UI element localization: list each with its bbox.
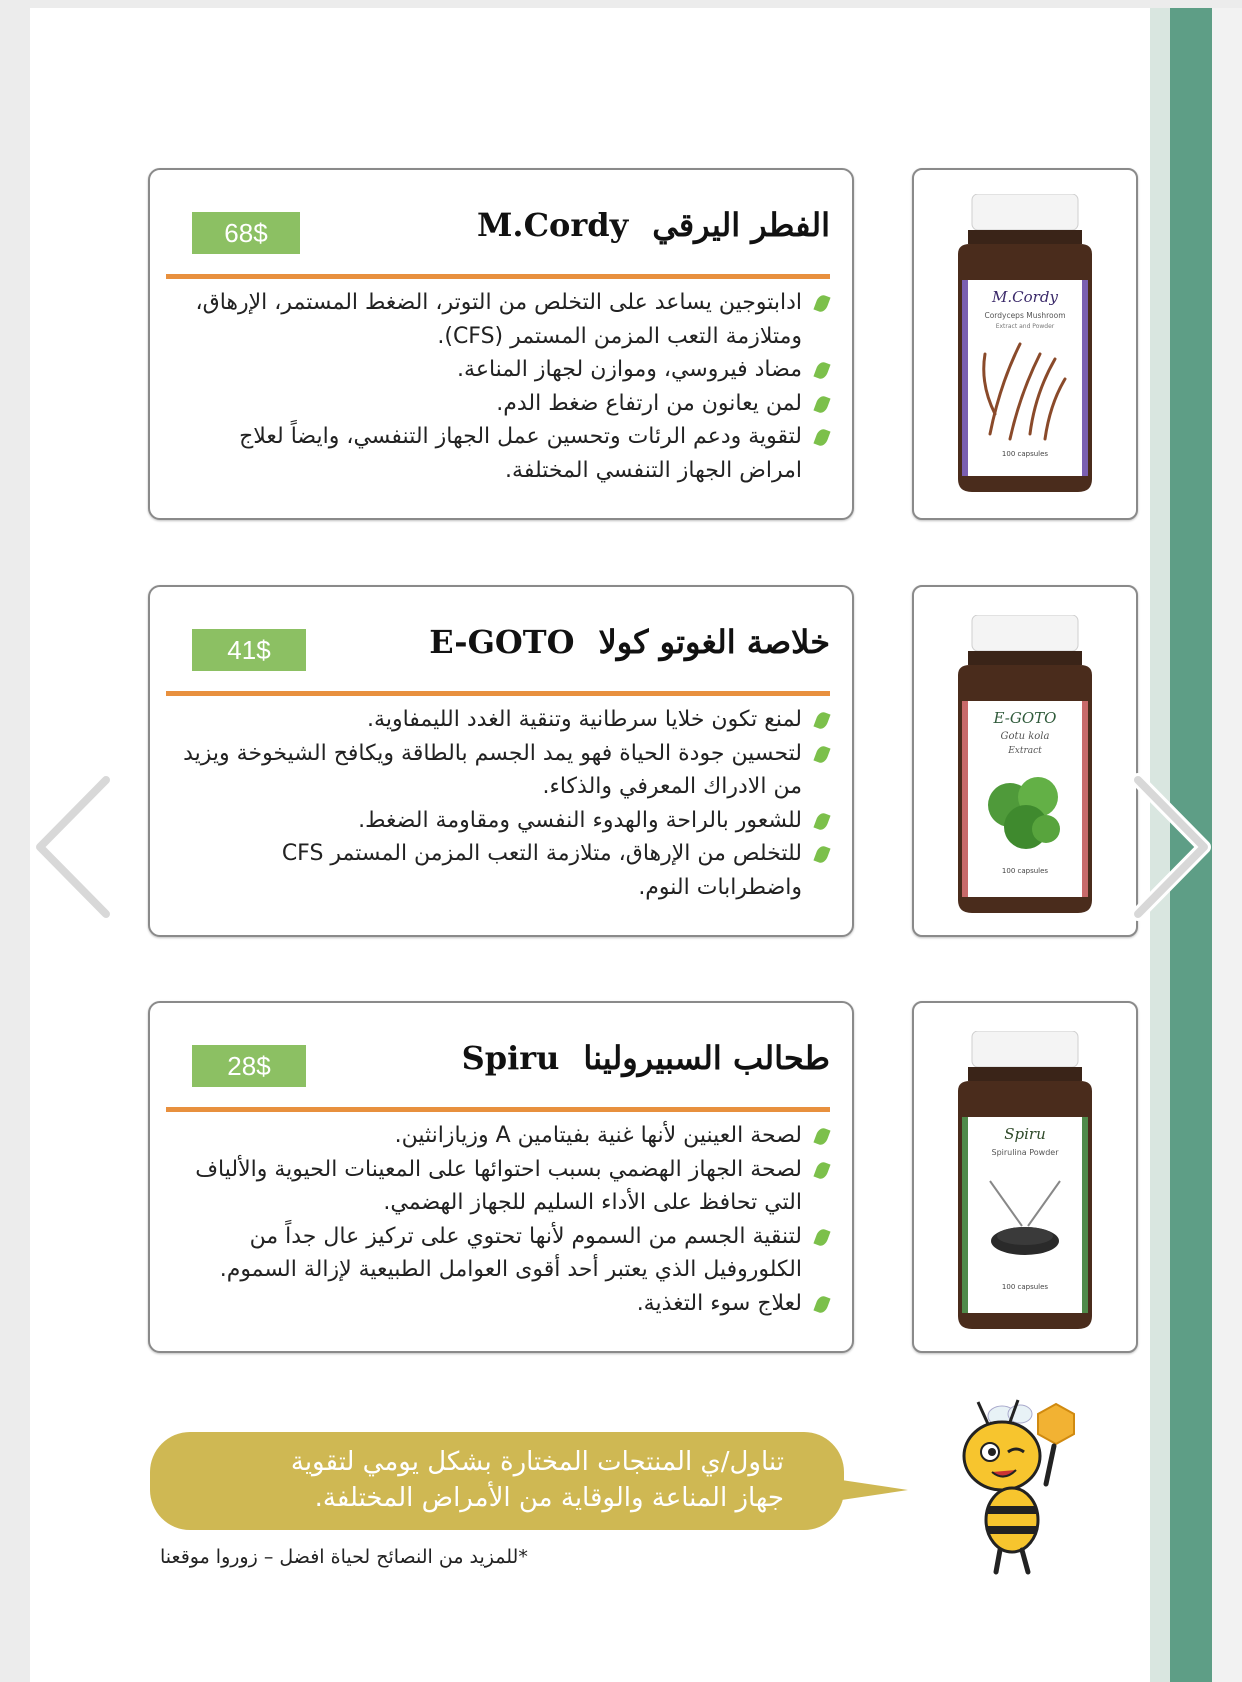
leaf-bullet-icon (813, 811, 830, 831)
svg-text:100 capsules: 100 capsules (1001, 867, 1049, 875)
footnote: *للمزيد من النصائح لحياة افضل – زوروا موقعنا (160, 1546, 528, 1568)
title-divider (166, 1107, 830, 1112)
price-badge: 68$ (192, 212, 300, 254)
title-divider (166, 691, 830, 696)
product-title-en: Spiru (461, 1039, 560, 1077)
list-item: مضاد فيروسي، وموازن لجهاز المناعة. (178, 353, 830, 387)
list-item: لصحة العينين لأنها غنية بفيتامين A وزيازانثين. (178, 1119, 830, 1153)
product-title-en: E-GOTO (429, 623, 575, 661)
product-title (462, 1039, 830, 1077)
leaf-bullet-icon (813, 293, 830, 313)
product-title (477, 206, 830, 244)
benefits-list (178, 703, 830, 904)
svg-text:Extract and Powder: Extract and Powder (995, 323, 1055, 330)
list-item: لمن يعانون من ارتفاع ضغط الدم. (178, 387, 830, 421)
leaf-bullet-icon (813, 360, 830, 380)
leaf-bullet-icon (813, 710, 830, 730)
tip-speech-bubble (150, 1432, 844, 1530)
title-divider (166, 274, 830, 279)
price-badge: 28$ (192, 1045, 306, 1087)
svg-text:100 capsules: 100 capsules (1001, 1283, 1049, 1291)
list-item: لتنقية الجسم من السموم لأنها تحتوي على تركيز عال جداً من الكلوروفيل الذي يعتبر أحد أقوى العوامل الطبيعية لإزالة السموم. (178, 1220, 830, 1287)
svg-text:Extract: Extract (1008, 746, 1042, 756)
next-arrow-icon[interactable] (1124, 772, 1214, 922)
leaf-bullet-icon (813, 844, 830, 864)
list-item: ادابتوجين يساعد على التخلص من التوتر، الضغط المستمر، الإرهاق، ومتلازمة التعب المزمن المستمر (CFS). (178, 286, 830, 353)
page-edge (1212, 8, 1242, 1682)
tip-text: تناول/ي المنتجات المختارة بشكل يومي لتقوية جهاز المناعة والوقاية من الأمراض المختلفة. (290, 1447, 784, 1513)
bottle-icon (950, 1031, 1100, 1331)
product-image-spiru[interactable] (912, 1001, 1138, 1353)
leaf-bullet-icon (813, 1126, 830, 1146)
product-title-ar: خلاصة الغوتو كولا (598, 623, 830, 661)
leaf-bullet-icon (813, 744, 830, 764)
list-item: لعلاج سوء التغذية. (178, 1287, 830, 1321)
product-title-en: M.Cordy (477, 206, 629, 244)
product-card-egoto (148, 585, 854, 937)
leaf-bullet-icon (813, 394, 830, 414)
svg-text:Spiru: Spiru (1004, 1125, 1046, 1143)
product-card-spiru (148, 1001, 854, 1353)
leaf-bullet-icon (813, 1160, 830, 1180)
list-item: لتحسين جودة الحياة فهو يمد الجسم بالطاقة ويكافح الشيخوخة ويزيد من الادراك المعرفي والذكاء. (178, 737, 830, 804)
price-badge: 41$ (192, 629, 306, 671)
product-image-mcordy[interactable] (912, 168, 1138, 520)
benefits-list (178, 286, 830, 487)
product-card-mcordy (148, 168, 854, 520)
list-item: للشعور بالراحة والهدوء النفسي ومقاومة الضغط. (178, 804, 830, 838)
svg-text:Gotu kola: Gotu kola (1000, 731, 1050, 742)
svg-text:Spirulina Powder: Spirulina Powder (991, 1148, 1059, 1157)
svg-text:100 capsules: 100 capsules (1001, 450, 1049, 458)
list-item: للتخلص من الإرهاق، متلازمة التعب المزمن المستمر CFS واضطرابات النوم. (178, 837, 830, 904)
product-title (429, 623, 830, 661)
bottle-icon (950, 615, 1100, 915)
product-title-ar: الفطر اليرقي (652, 206, 830, 244)
previous-arrow-icon[interactable] (30, 772, 120, 922)
leaf-bullet-icon (813, 1294, 830, 1314)
bottle-icon (950, 194, 1100, 494)
svg-text:E-GOTO: E-GOTO (993, 709, 1057, 727)
bee-mascot-icon (962, 1396, 1088, 1576)
benefits-list (178, 1119, 830, 1320)
product-image-egoto[interactable] (912, 585, 1138, 937)
list-item: لصحة الجهاز الهضمي بسبب احتوائها على المعينات الحيوية والألياف التي تحافظ على الأداء السليم للجهاز الهضمي. (178, 1153, 830, 1220)
list-item: لتقوية ودعم الرئات وتحسين عمل الجهاز التنفسي، وايضاً لعلاج امراض الجهاز التنفسي المختلفة. (178, 420, 830, 487)
product-title-ar: طحالب السبيرولينا (583, 1039, 830, 1077)
svg-text:M.Cordy: M.Cordy (992, 288, 1058, 306)
svg-text:Cordyceps Mushroom: Cordyceps Mushroom (984, 311, 1066, 320)
leaf-bullet-icon (813, 1227, 830, 1247)
list-item: لمنع تكون خلايا سرطانية وتنقية الغدد الليمفاوية. (178, 703, 830, 737)
leaf-bullet-icon (813, 427, 830, 447)
